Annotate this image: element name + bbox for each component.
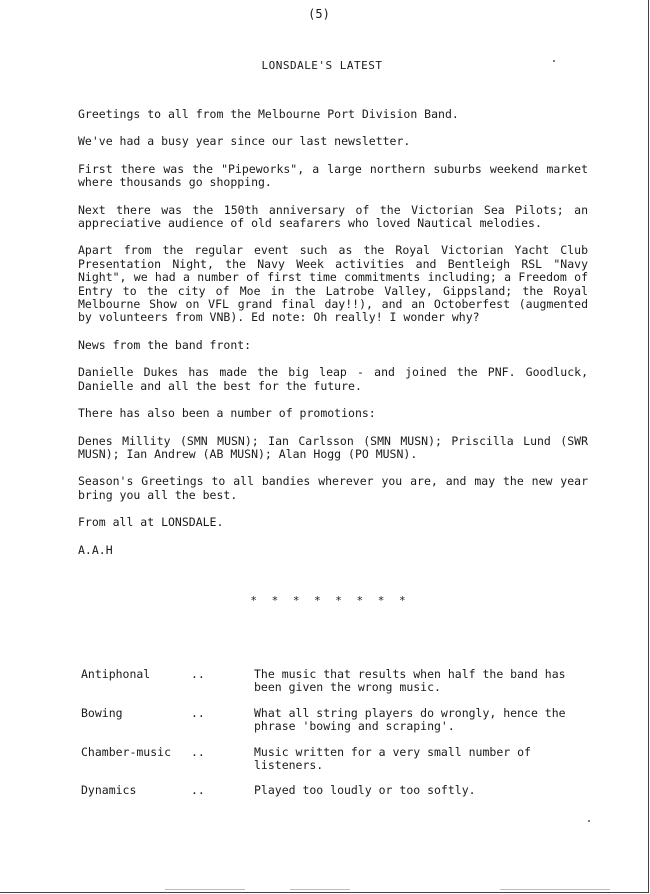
glossary-term: Chamber-music	[81, 744, 172, 759]
scan-speck	[588, 820, 590, 822]
newsletter-body	[78, 107, 595, 571]
paragraph-busy-year: We've had a busy year since our last newsletter.	[78, 134, 411, 149]
scan-noise	[165, 889, 245, 890]
paragraph-signature: A.A.H	[78, 542, 113, 557]
glossary-dots: ..	[191, 744, 205, 759]
glossary-definition: What all string players do wrongly, hence the phrase 'bowing and scraping'.	[254, 705, 573, 734]
paragraph-band-front: News from the band front:	[78, 337, 252, 352]
glossary-row	[81, 707, 581, 734]
glossary-row	[81, 746, 581, 773]
glossary	[81, 668, 581, 810]
glossary-row	[81, 784, 581, 797]
scan-noise	[500, 889, 610, 890]
glossary-definition: Music written for a very small number of listeners.	[254, 744, 538, 773]
glossary-definition: Played too loudly or too softly.	[254, 783, 476, 798]
scan-noise	[290, 889, 350, 890]
paragraph-events: Apart from the regular event such as the Royal Victorian Yacht Club Presentation Night, the Navy Week activities and Bentleigh RSL "Navy Night", we had a number of first time commitments including; a Freedom of Entry to the city of Moe in the Latrobe Valley, Gippsland; the Royal Melbourne Show on VFL grand final day!!), and an Octoberfest (augmented by volunteers from VNB). Ed note: Oh really! I wonder why?	[78, 243, 595, 325]
star-separator: * * * * * * * *	[250, 594, 410, 607]
glossary-term: Bowing	[81, 705, 123, 720]
paragraph-sea-pilots: Next there was the 150th anniversary of the Victorian Sea Pilots; an appreciative audience of old seafarers who loved Nautical melodies.	[78, 202, 595, 231]
paragraph-pipeworks: First there was the "Pipeworks", a large northern suburbs weekend market where thousands go shopping.	[78, 161, 595, 190]
page-number: (5)	[308, 7, 330, 21]
paragraph-from-lonsdale: From all at LONSDALE.	[78, 515, 224, 530]
glossary-row	[81, 668, 581, 695]
paragraph-promotions-list: Denes Millity (SMN MUSN); Ian Carlsson (SMN MUSN); Priscilla Lund (SWR MUSN); Ian Andrew (AB MUSN); Alan Hogg (PO MUSN).	[78, 433, 595, 461]
scan-speck	[553, 60, 555, 62]
glossary-definition: The music that results when half the band has been given the wrong music.	[254, 667, 573, 695]
glossary-dots: ..	[191, 667, 205, 681]
paragraph-greeting: Greetings to all from the Melbourne Port Division Band.	[78, 107, 459, 121]
glossary-dots: ..	[191, 783, 205, 798]
glossary-term: Dynamics	[81, 783, 137, 798]
paragraph-seasons-greetings: Season's Greetings to all bandies wherever you are, and may the new year bring you all the best.	[78, 474, 595, 502]
page-title: LONSDALE'S LATEST	[261, 59, 383, 72]
glossary-dots: ..	[191, 705, 205, 720]
paragraph-promotions-intro: There has also been a number of promotions:	[78, 406, 376, 421]
paragraph-danielle: Danielle Dukes has made the big leap - and joined the PNF. Goodluck, Danielle and all the best for the future.	[78, 365, 595, 393]
glossary-term: Antiphonal	[81, 667, 151, 681]
